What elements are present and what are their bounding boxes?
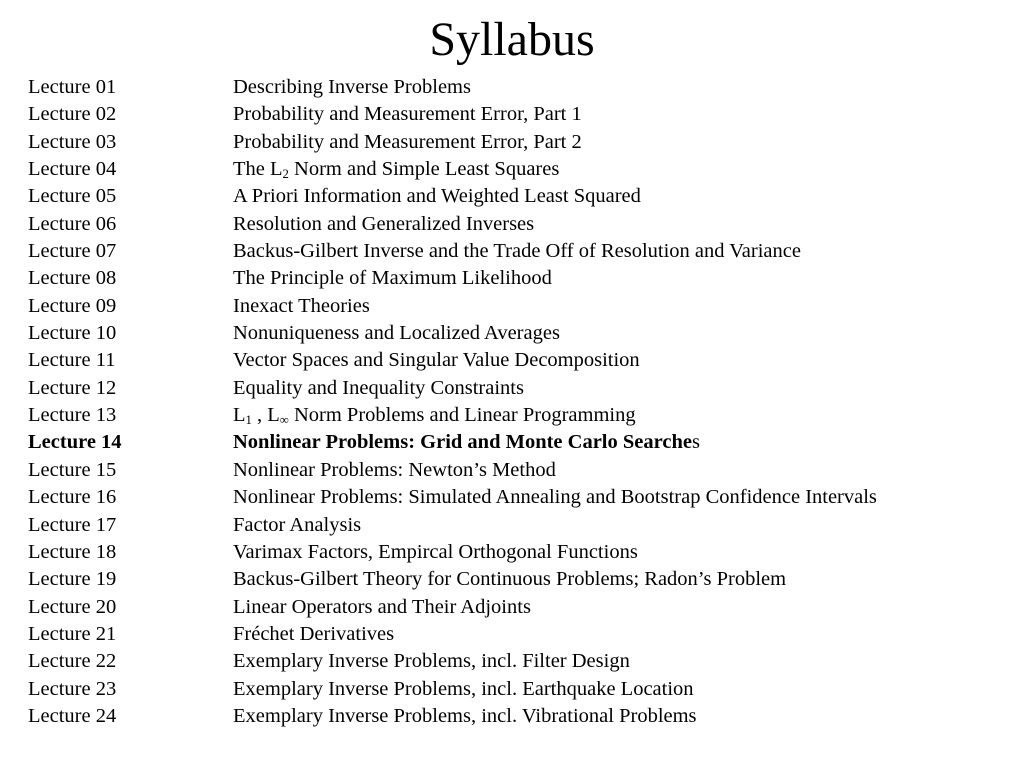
lecture-topic	[233, 156, 559, 183]
lecture-topic: A Priori Information and Weighted Least Squared	[233, 185, 641, 208]
lecture-number: Lecture 05	[28, 185, 117, 208]
lecture-topic: Factor Analysis	[233, 513, 362, 536]
lecture-number: Lecture 14	[28, 431, 122, 454]
lecture-topic: Nonlinear Problems: Simulated Annealing and Bootstrap Confidence Intervals	[233, 486, 877, 509]
lecture-topic	[233, 402, 636, 429]
lecture-topic: Varimax Factors, Empircal Orthogonal Functions	[233, 540, 638, 563]
lecture-number: Lecture 11	[28, 349, 116, 372]
lecture-number: Lecture 20	[28, 595, 117, 618]
lecture-number: Lecture 07	[28, 240, 117, 263]
lecture-topic: Exemplary Inverse Problems, incl. Filter Design	[233, 650, 630, 673]
lecture-topic: The Principle of Maximum Likelihood	[233, 267, 552, 290]
lecture-topic: Exemplary Inverse Problems, incl. Earthquake Location	[233, 677, 694, 700]
lecture-topic: Nonlinear Problems: Newton’s Method	[233, 458, 556, 481]
topic-text: , L	[251, 404, 280, 427]
subscript: 1	[245, 413, 252, 428]
lecture-number: Lecture 08	[28, 267, 117, 290]
lecture-number: Lecture 17	[28, 513, 117, 536]
topic-text: Nonlinear Problems: Grid and Monte Carlo Searche	[233, 431, 692, 454]
lecture-number: Lecture 01	[28, 76, 117, 98]
topic-text: s	[691, 431, 700, 454]
lecture-topic: Describing Inverse Problems	[233, 76, 471, 98]
lecture-number: Lecture 03	[28, 130, 117, 153]
subscript: 2	[282, 167, 289, 182]
topic-text: Norm and Simple Least Squares	[288, 158, 560, 181]
lecture-number: Lecture 22	[28, 650, 117, 673]
lecture-topic: Probability and Measurement Error, Part 2	[233, 130, 582, 153]
lecture-number: Lecture 10	[28, 322, 117, 345]
lecture-number: Lecture 15	[28, 458, 117, 481]
topic-text: The L	[233, 158, 283, 181]
topic-text: L	[233, 404, 246, 427]
lecture-number: Lecture 21	[28, 622, 117, 645]
topic-text: Norm Problems and Linear Programming	[288, 404, 636, 427]
lecture-topic: Equality and Inequality Constraints	[233, 376, 524, 399]
lecture-topic: Linear Operators and Their Adjoints	[233, 595, 531, 618]
lecture-number: Lecture 12	[28, 376, 117, 399]
lecture-number: Lecture 04	[28, 158, 117, 181]
lecture-topic: Probability and Measurement Error, Part 1	[233, 103, 582, 126]
lecture-number: Lecture 18	[28, 540, 117, 563]
lecture-topic: Resolution and Generalized Inverses	[233, 212, 535, 235]
lecture-topic: Exemplary Inverse Problems, incl. Vibrational Problems	[233, 704, 697, 727]
subscript: ∞	[279, 413, 289, 428]
lecture-topic: Nonuniqueness and Localized Averages	[233, 322, 560, 345]
lecture-number: Lecture 09	[28, 294, 117, 317]
lecture-number: Lecture 19	[28, 568, 117, 591]
lecture-topic	[233, 429, 700, 456]
lecture-number: Lecture 16	[28, 486, 117, 509]
lecture-topic: Backus-Gilbert Theory for Continuous Problems; Radon’s Problem	[233, 568, 787, 591]
lecture-topic: Backus-Gilbert Inverse and the Trade Off of Resolution and Variance	[233, 240, 801, 263]
lecture-number: Lecture 06	[28, 212, 117, 235]
lecture-topic: Vector Spaces and Singular Value Decomposition	[233, 349, 640, 372]
lecture-number: Lecture 23	[28, 677, 117, 700]
lecture-number: Lecture 02	[28, 103, 117, 126]
lecture-number: Lecture 24	[28, 704, 117, 727]
page-title: Syllabus	[429, 13, 595, 66]
lecture-number: Lecture 13	[28, 404, 117, 427]
lecture-topic: Inexact Theories	[233, 294, 370, 317]
lecture-topic: Fréchet Derivatives	[233, 622, 395, 645]
